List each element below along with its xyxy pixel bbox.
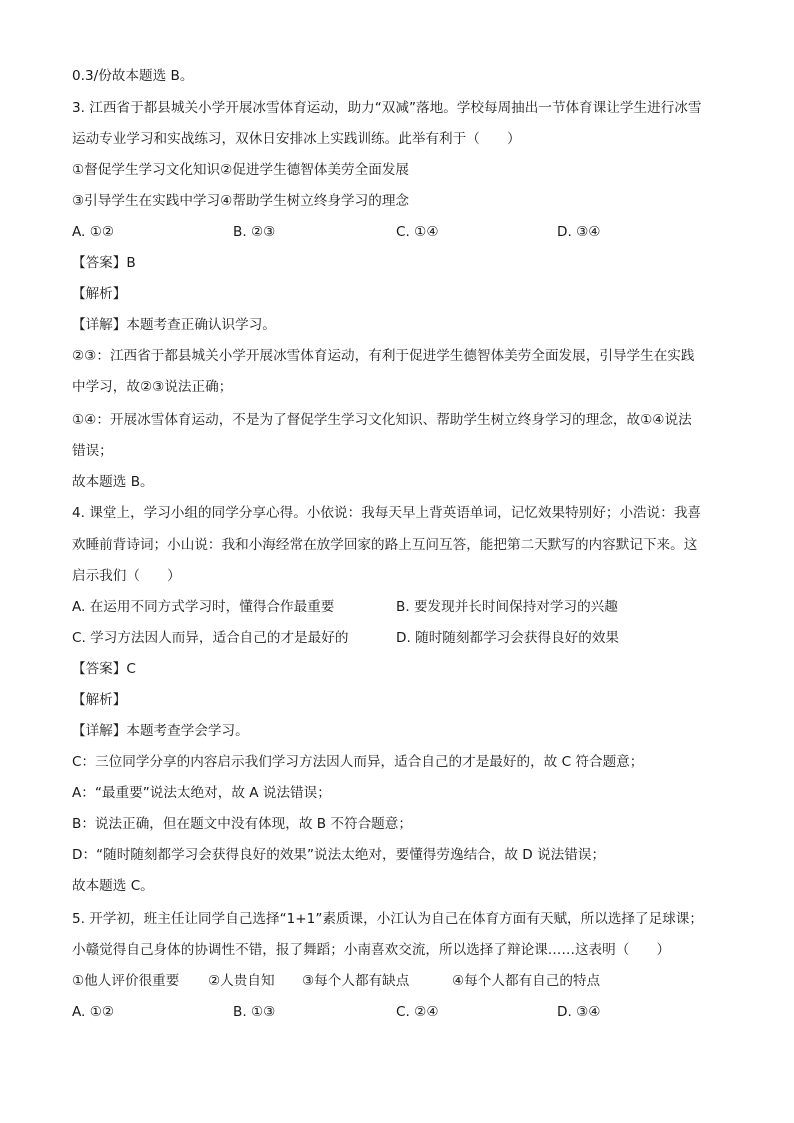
question-3-option-b: B. ②③: [233, 224, 276, 240]
question-4-answer: 【答案】C: [72, 661, 136, 677]
question-4-conclusion: 故本题选 C。: [72, 878, 154, 894]
question-4-option-d: D. 随时随刻都学习会获得良好的效果: [396, 630, 620, 646]
question-4-detail: A：“最重要”说法太绝对，故 A 说法错误；: [72, 785, 331, 801]
question-4-detail: C：三位同学分享的内容启示我们学习方法因人而异，适合自己的才是最好的，故 C 符合题意；: [72, 754, 644, 770]
question-3-detail: ②③：江西省于都县城关小学开展冰雪体育运动，有利于促进学生德智体美劳全面发展，引导学生在实践: [72, 348, 695, 364]
question-3-statement: ③引导学生在实践中学习④帮助学生树立终身学习的理念: [72, 193, 410, 209]
question-5-option-c: C. ②④: [396, 1004, 439, 1020]
question-4-analysis-heading: 【解析】: [72, 692, 127, 708]
question-3-answer: 【答案】B: [72, 255, 136, 271]
question-4-detail: D：“随时随刻都学习会获得良好的效果”说法太绝对，要懂得劳逸结合，故 D 说法错误；: [72, 847, 606, 863]
question-5-stem: 5. 开学初，班主任让同学自己选择“1+1”素质课，小江认为自己在体育方面有天赋，所以选择了足球课；: [72, 911, 703, 927]
question-5-statement: ④每个人都有自己的特点: [452, 973, 601, 989]
question-3-option-c: C. ①④: [396, 224, 439, 240]
question-4-option-b: B. 要发现并长时间保持对学习的兴趣: [396, 599, 618, 615]
question-4-stem: 4. 课堂上，学习小组的同学分享心得。小依说：我每天早上背英语单词，记忆效果特别好；小浩说：我喜: [72, 505, 702, 521]
question-3-analysis-heading: 【解析】: [72, 286, 127, 302]
question-5-option-b: B. ①③: [233, 1004, 276, 1020]
text-line: 0.3/份故本题选 B。: [72, 68, 194, 84]
question-4-stem: 欢睡前背诗词；小山说：我和小海经常在放学回家的路上互问互答，能把第二天默写的内容默记下来。这: [72, 537, 698, 553]
question-3-stem: 3. 江西省于都县城关小学开展冰雪体育运动，助力“双减”落地。学校每周抽出一节体育课让学生进行冰雪: [72, 100, 702, 116]
question-3-stem: 运动专业学习和实战练习，双休日安排冰上实践训练。此举有利于（ ）: [72, 131, 521, 147]
question-3-detail: 错误；: [72, 443, 113, 459]
question-5-statement: ①他人评价很重要: [72, 973, 180, 989]
question-4-option-c: C. 学习方法因人而异，适合自己的才是最好的: [72, 630, 349, 646]
question-3-conclusion: 故本题选 B。: [72, 474, 154, 490]
question-3-detail: 【详解】本题考查正确认识学习。: [72, 317, 276, 333]
question-5-statement: ③每个人都有缺点: [302, 973, 410, 989]
question-5-stem: 小赣觉得自己身体的协调性不错，报了舞蹈；小南喜欢交流，所以选择了辩论课……这表明（ ）: [72, 942, 671, 958]
question-3-option-d: D. ③④: [557, 224, 601, 240]
question-3-detail: 中学习，故②③说法正确；: [72, 379, 233, 395]
question-5-statement: ②人贵自知: [208, 973, 275, 989]
question-4-stem: 启示我们（ ）: [72, 568, 181, 584]
question-3-statement: ①督促学生学习文化知识②促进学生德智体美劳全面发展: [72, 162, 410, 178]
question-4-detail: B：说法正确，但在题文中没有体现，故 B 不符合题意；: [72, 816, 412, 832]
question-4-detail: 【详解】本题考查学会学习。: [72, 723, 249, 739]
question-3-option-a: A. ①②: [72, 224, 115, 240]
question-4-option-a: A. 在运用不同方式学习时，懂得合作最重要: [72, 599, 335, 615]
question-3-detail: ①④：开展冰雪体育运动，不是为了督促学生学习文化知识、帮助学生树立终身学习的理念，故①④说法: [72, 412, 692, 428]
question-5-option-d: D. ③④: [557, 1004, 601, 1020]
question-5-option-a: A. ①②: [72, 1004, 115, 1020]
